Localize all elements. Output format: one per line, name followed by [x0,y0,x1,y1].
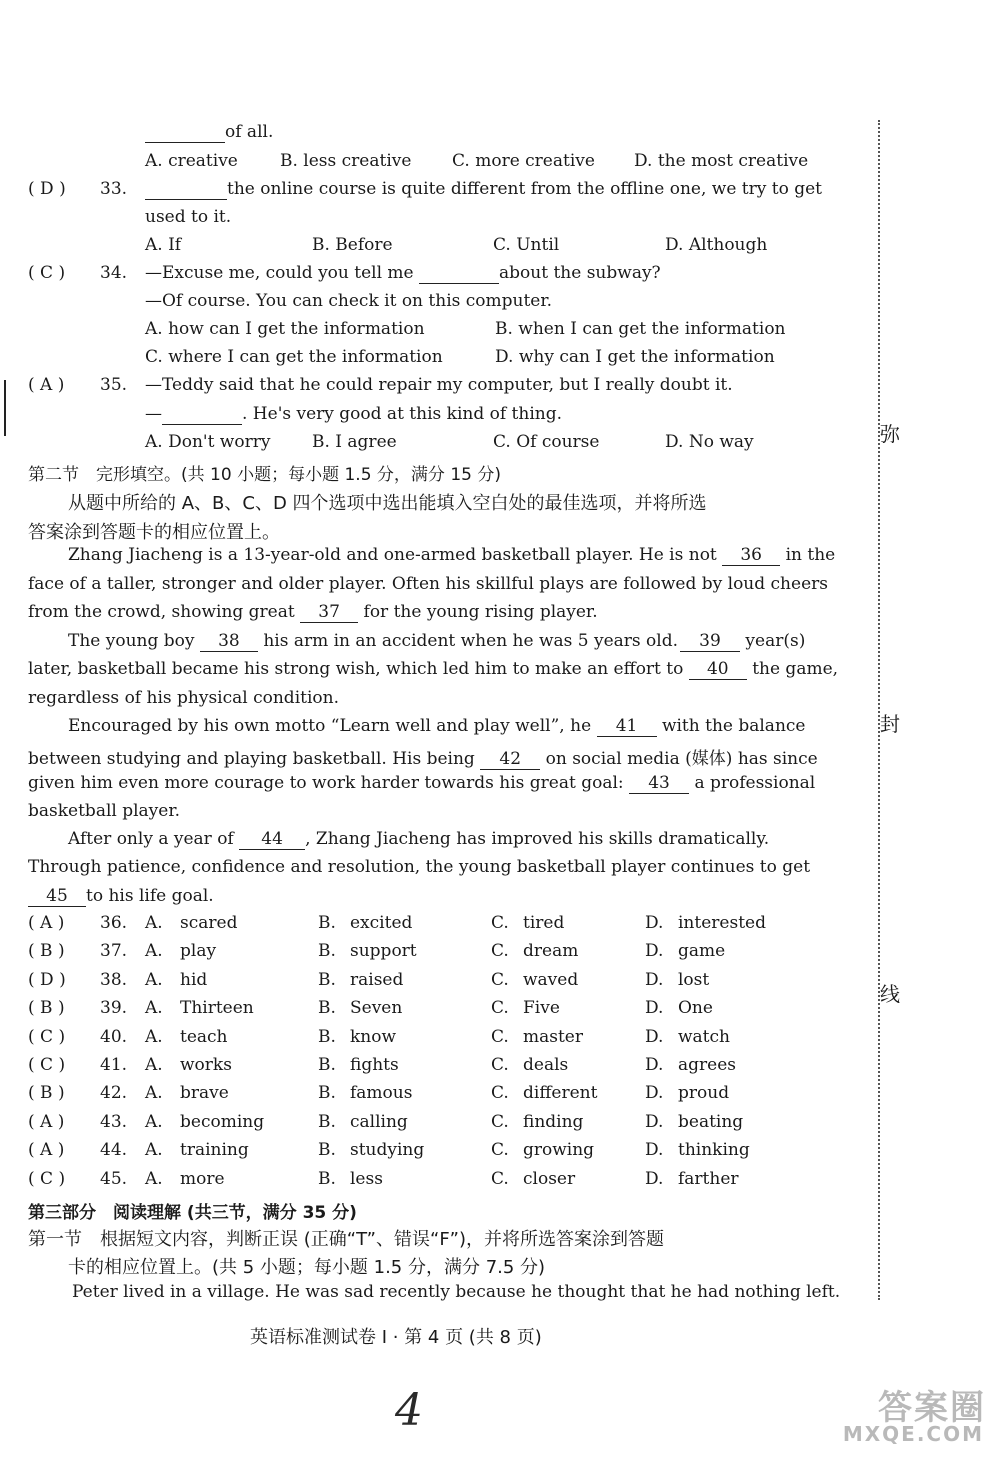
q35-answer: A [40,375,53,395]
cloze-answer-bracket: ( B ) [28,1083,65,1103]
cloze-option-dv: One [678,998,713,1018]
passage-line: face of a taller, stronger and older player. Often his skillful plays are followed by loud cheers [28,574,828,594]
cloze-option-cv: deals [523,1055,569,1075]
passage-line: Zhang Jiacheng is a 13-year-old and one-armed basketball player. He is not 36 in the [68,545,836,565]
q32-option-b: B. less creative [280,151,412,171]
q32-option-a: A. creative [145,151,238,171]
section2-instruction-1: 从题中所给的 A、B、C、D 四个选项中选出能填入空白处的最佳选项，并将所选 [68,493,707,514]
cloze-option-bv: support [350,941,417,961]
q35-stem: —Teddy said that he could repair my computer, but I really doubt it. [145,375,733,395]
cloze-question-number: 45. [100,1169,128,1189]
passage-line: After only a year of 44 , Zhang Jiacheng has improved his skills dramatically. [68,829,770,849]
cloze-answer: C [40,1027,54,1047]
cloze-option-b: B. [318,1055,336,1075]
q33-option-a: A. If [145,235,182,255]
cloze-answer-bracket: ( A ) [28,913,65,933]
q33-option-d: D. Although [665,235,768,255]
cloze-option-d: D. [645,970,664,990]
q35-option-b: B. I agree [312,432,397,452]
cloze-option-av: play [180,941,217,961]
cloze-option-a: A. [145,970,163,990]
cloze-question-number: 36. [100,913,128,933]
cloze-option-c: C. [491,1112,509,1132]
cloze-answer: B [40,941,53,961]
q34-number: 34. [100,263,128,283]
passage-line: The young boy 38 his arm in an accident when he was 5 years old. [68,631,679,651]
cloze-option-cv: tired [523,913,565,933]
cloze-option-b: B. [318,970,336,990]
q33-option-b: B. Before [312,235,393,255]
cloze-option-d: D. [645,998,664,1018]
q35-answer-bracket: ( A ) [28,375,65,395]
cloze-option-b: B. [318,941,336,961]
cloze-option-bv: excited [350,913,413,933]
cloze-option-d: D. [645,1112,664,1132]
cloze-answer-bracket: ( B ) [28,941,65,961]
cloze-option-av: Thirteen [180,998,254,1018]
cloze-option-c: C. [491,1083,509,1103]
part3-title: 第三部分 阅读理解 (共三节，满分 35 分) [28,1203,357,1223]
cloze-option-b: B. [318,1169,336,1189]
cloze-answer-bracket: ( C ) [28,1169,66,1189]
cloze-option-cv: Five [523,998,560,1018]
cloze-option-d: D. [645,1055,664,1075]
q33-option-c: C. Until [493,235,560,255]
q33-answer-bracket: ( D ) [28,179,66,199]
q35-option-d: D. No way [665,432,754,452]
cloze-option-cv: waved [523,970,579,990]
cloze-option-a: A. [145,1027,163,1047]
cloze-option-dv: agrees [678,1055,736,1075]
passage-line: basketball player. [28,801,181,821]
cloze-option-av: becoming [180,1112,265,1132]
part3-instruction-1: 第一节 根据短文内容，判断正误 (正确“T”、错误“F”)，并将所选答案涂到答题 [28,1229,665,1250]
cloze-answer-bracket: ( C ) [28,1055,66,1075]
cloze-option-d: D. [645,913,664,933]
q34-option-d: D. why can I get the information [495,347,775,367]
q34-option-b: B. when I can get the information [495,319,786,339]
cloze-option-c: C. [491,998,509,1018]
reading-passage-line: Peter lived in a village. He was sad recently because he thought that he had nothing left. [72,1282,841,1302]
q32-tail: of all. [145,122,273,143]
cloze-question-number: 41. [100,1055,128,1075]
cloze-option-a: A. [145,998,163,1018]
passage-line: given him even more courage to work harder towards his great goal: 43 a professional [28,773,816,793]
passage-line: between studying and playing basketball. His being 42 on social media (媒体) has since [28,749,818,769]
passage-line: Encouraged by his own motto “Learn well and play well”, he 41 with the balance [68,716,806,736]
cloze-option-cv: dream [523,941,579,961]
cloze-option-c: C. [491,1169,509,1189]
cloze-option-av: teach [180,1027,228,1047]
cloze-option-a: A. [145,1140,163,1160]
cloze-answer: B [40,1083,53,1103]
cloze-option-a: A. [145,1169,163,1189]
cloze-option-a: A. [145,1083,163,1103]
cloze-option-bv: less [350,1169,383,1189]
q34-option-a: A. how can I get the information [145,319,425,339]
q32-option-d: D. the most creative [634,151,809,171]
q34-answer-bracket: ( C ) [28,263,66,283]
cloze-answer-bracket: ( D ) [28,970,66,990]
cloze-option-c: C. [491,1055,509,1075]
q34-reply: —Of course. You can check it on this computer. [145,291,553,311]
cloze-option-dv: beating [678,1112,744,1132]
cloze-answer-bracket: ( B ) [28,998,65,1018]
cloze-option-c: C. [491,913,509,933]
cloze-option-b: B. [318,1083,336,1103]
cloze-option-dv: farther [678,1169,739,1189]
q33-stem: the online course is quite different from the offline one, we try to get [145,179,822,200]
section2-instruction-2: 答案涂到答题卡的相应位置上。 [28,522,280,543]
cloze-option-a: A. [145,1055,163,1075]
q34-answer: C [40,263,54,283]
q34-option-c: C. where I can get the information [145,347,443,367]
side-char-feng: 封 [880,712,900,736]
cloze-option-dv: lost [678,970,710,990]
q35-number: 35. [100,375,128,395]
cloze-answer-bracket: ( A ) [28,1140,65,1160]
cloze-option-cv: finding [523,1112,584,1132]
cloze-answer: A [40,913,53,933]
passage-line: 45 to his life goal. [28,886,214,907]
q35-option-c: C. Of course [493,432,600,452]
cloze-question-number: 42. [100,1083,128,1103]
cloze-option-av: more [180,1169,225,1189]
cloze-answer: A [40,1112,53,1132]
cloze-option-bv: Seven [350,998,403,1018]
cloze-option-dv: game [678,941,726,961]
q34-stem: —Excuse me, could you tell me about the subway? [145,263,661,283]
cloze-answer-bracket: ( C ) [28,1027,66,1047]
cloze-answer: B [40,998,53,1018]
site-watermark [820,1380,990,1450]
side-char-mi: 弥 [880,422,900,446]
cloze-question-number: 37. [100,941,128,961]
handwritten-page-number: 4 [395,1385,423,1436]
cloze-option-a: A. [145,913,163,933]
cloze-question-number: 39. [100,998,128,1018]
cloze-option-c: C. [491,1140,509,1160]
cloze-option-bv: studying [350,1140,425,1160]
cloze-option-b: B. [318,1112,336,1132]
cloze-option-dv: interested [678,913,766,933]
cloze-option-cv: growing [523,1140,595,1160]
cloze-option-av: hid [180,970,208,990]
passage-line: from the crowd, showing great 37 for the young rising player. [28,602,598,622]
q33-stem-cont: used to it. [145,207,232,227]
cloze-option-d: D. [645,941,664,961]
cloze-option-av: brave [180,1083,229,1103]
cloze-option-a: A. [145,1112,163,1132]
cloze-option-bv: raised [350,970,404,990]
cloze-question-number: 43. [100,1112,128,1132]
side-char-xian: 线 [880,982,900,1006]
cloze-option-av: training [180,1140,249,1160]
cloze-option-c: C. [491,1027,509,1047]
passage-line: 39 year(s) [680,631,805,652]
watermark-url: MXQE.COM [842,1422,984,1446]
cloze-option-cv: closer [523,1169,576,1189]
page-footer: 英语标准测试卷 I · 第 4 页 (共 8 页) [250,1327,542,1348]
cloze-option-cv: different [523,1083,598,1103]
cloze-option-b: B. [318,1140,336,1160]
q33-number: 33. [100,179,128,199]
cloze-question-number: 38. [100,970,128,990]
passage-line: regardless of his physical condition. [28,688,339,708]
cloze-option-bv: famous [350,1083,413,1103]
cloze-option-b: B. [318,1027,336,1047]
cloze-answer: A [40,1140,53,1160]
section2-title: 第二节 完形填空。(共 10 小题；每小题 1.5 分，满分 15 分) [28,465,501,485]
cloze-option-dv: thinking [678,1140,750,1160]
watermark-logo-text: 答案圈 [878,1388,986,1428]
cloze-option-bv: know [350,1027,397,1047]
cloze-option-c: C. [491,941,509,961]
q35-reply: — . He's very good at this kind of thing. [145,404,563,424]
cloze-option-c: C. [491,970,509,990]
cloze-option-a: A. [145,941,163,961]
cloze-option-b: B. [318,998,336,1018]
passage-line: later, basketball became his strong wish, which led him to make an effort to 40 the game, [28,659,839,679]
cloze-option-d: D. [645,1169,664,1189]
cloze-option-b: B. [318,913,336,933]
q32-option-c: C. more creative [452,151,595,171]
cloze-option-av: works [180,1055,232,1075]
cloze-answer: D [40,970,54,990]
cloze-option-bv: fights [350,1055,399,1075]
cloze-question-number: 44. [100,1140,128,1160]
q33-answer: D [40,179,54,199]
cloze-option-cv: master [523,1027,583,1047]
cloze-answer: C [40,1169,54,1189]
cloze-option-bv: calling [350,1112,408,1132]
part3-instruction-2: 卡的相应位置上。(共 5 小题；每小题 1.5 分，满分 7.5 分) [68,1257,546,1278]
cloze-option-av: scared [180,913,238,933]
left-margin-mark [4,380,6,436]
cloze-option-dv: proud [678,1083,730,1103]
cloze-answer: C [40,1055,54,1075]
cloze-answer-bracket: ( A ) [28,1112,65,1132]
q35-option-a: A. Don't worry [145,432,271,452]
cloze-option-d: D. [645,1027,664,1047]
passage-line: Through patience, confidence and resolution, the young basketball player continues to get [28,857,811,877]
cloze-option-d: D. [645,1140,664,1160]
cloze-question-number: 40. [100,1027,128,1047]
cloze-option-dv: watch [678,1027,730,1047]
cloze-option-d: D. [645,1083,664,1103]
